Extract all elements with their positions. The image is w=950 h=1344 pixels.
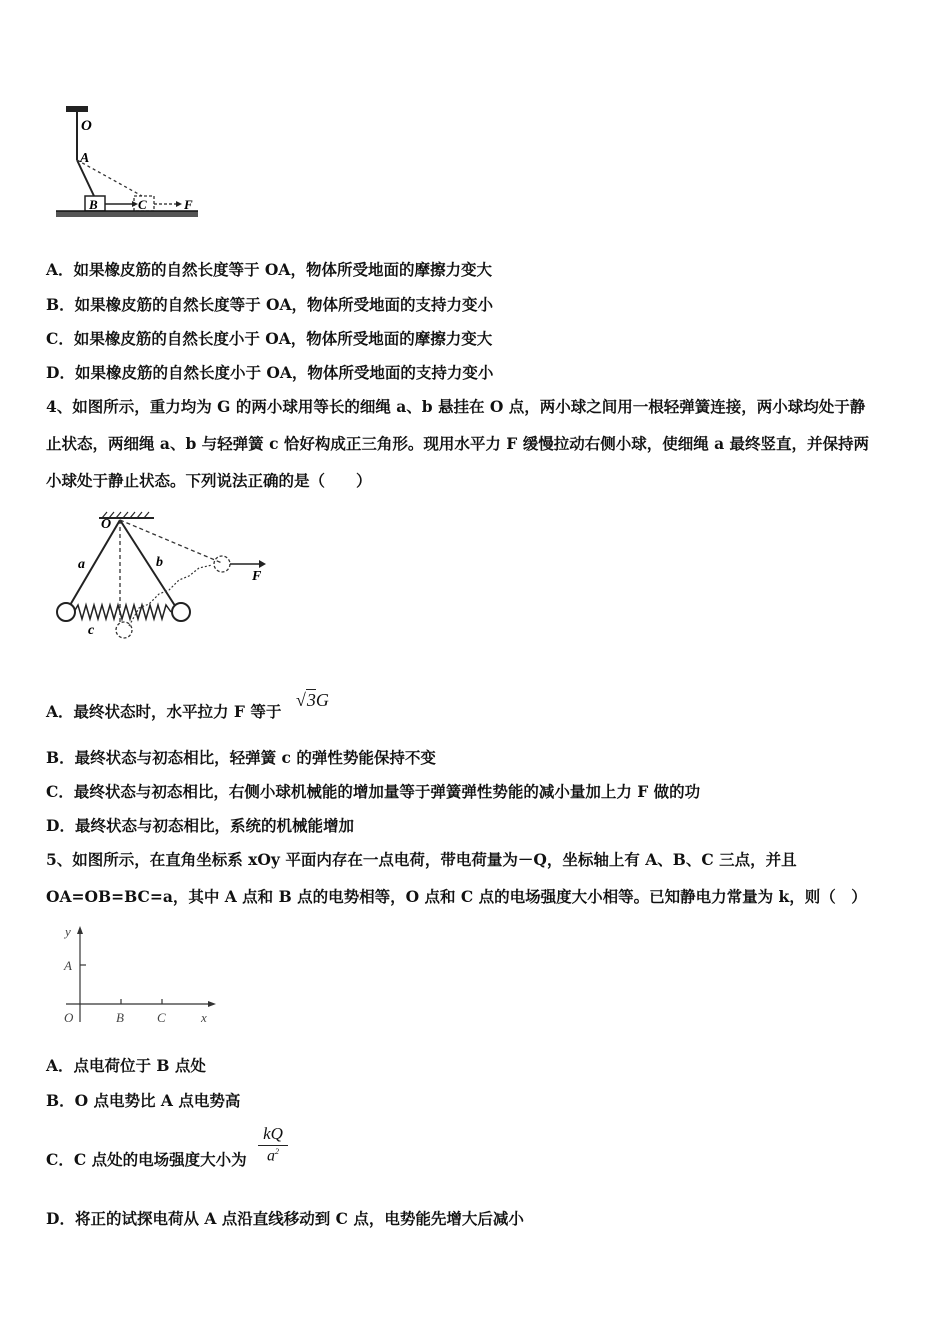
q5-option-c-fraction — [258, 1124, 288, 1165]
q5-option-d: D．将正的试探电荷从 A 点沿直线移动到 C 点，电势能先增大后减小 — [46, 1209, 524, 1228]
q3-figure — [52, 100, 202, 225]
q3-option-d: D．如果橡皮筋的自然长度小于 OA，物体所受地面的支持力变小 — [46, 363, 494, 382]
q5-label-x: x — [201, 1010, 207, 1025]
q3-label-o: O — [81, 118, 92, 134]
q5-stem-line-2: OA=OB=BC=a，其中 A 点和 B 点的电势相等，O 点和 C 点的电场强度大小相等。已知静电力常量为 k，则（ ） — [46, 887, 867, 906]
string-b — [120, 520, 179, 612]
q5-option-c: C．C 点处的电场强度大小为 — [46, 1150, 247, 1169]
ceiling-block — [66, 106, 88, 112]
q4-option-b: B．最终状态与初态相比，轻弹簧 c 的弹性势能保持不变 — [46, 748, 436, 767]
string-a — [66, 520, 120, 612]
spring-c — [74, 605, 171, 619]
q3-option-c: C．如果橡皮筋的自然长度小于 OA，物体所受地面的摩擦力变大 — [46, 329, 493, 348]
final-right-ball-dashed — [214, 556, 230, 572]
q5-label-o: O — [64, 1010, 74, 1025]
q3-label-a: A — [80, 151, 90, 166]
q4-label-o: O — [101, 517, 112, 532]
q4-sqrt-factor: G — [315, 690, 329, 710]
right-ball — [172, 603, 190, 621]
q4-figure — [44, 508, 276, 658]
ground — [56, 211, 198, 217]
q4-label-c: c — [88, 623, 95, 638]
q3-label-f: F — [184, 197, 193, 212]
q5-label-c: C — [157, 1010, 166, 1025]
q4-label-a: a — [78, 557, 85, 572]
q4-stem-line-2: 止状态，两细绳 a、b 与轻弹簧 c 恰好构成正三角形。现用水平力 F 缓慢拉动右侧小球，使细绳 a 最终竖直，并保持两 — [46, 434, 870, 453]
q3-label-b: B — [89, 197, 98, 212]
q5-stem-line-1: 5、如图所示，在直角坐标系 xOy 平面内存在一点电荷，带电荷量为－Q，坐标轴上有 A、B、C 三点，并且 — [46, 850, 797, 869]
q4-option-c: C．最终状态与初态相比，右侧小球机械能的增加量等于弹簧弹性势能的减小量加上力 F 做的功 — [46, 782, 701, 801]
q3-label-c: C — [138, 197, 147, 212]
q4-option-a: A．最终状态时，水平拉力 F 等于 — [46, 702, 282, 721]
q5-option-a: A．点电荷位于 B 点处 — [46, 1056, 206, 1075]
q3-option-a: A．如果橡皮筋的自然长度等于 OA，物体所受地面的摩擦力变大 — [46, 260, 492, 279]
q5-label-b: B — [116, 1010, 124, 1025]
q4-option-d: D．最终状态与初态相比，系统的机械能增加 — [46, 816, 354, 835]
q3-option-b: B．如果橡皮筋的自然长度等于 OA，物体所受地面的支持力变小 — [46, 295, 494, 314]
fraction-exponent: 2 — [275, 1147, 279, 1156]
left-ball — [57, 603, 75, 621]
q5-figure — [56, 922, 222, 1030]
q4-label-f: F — [252, 569, 262, 584]
q5-label-y: y — [65, 924, 71, 939]
fraction-denominator: a — [267, 1147, 275, 1165]
q4-stem-line-3: 小球处于静止状态。下列说法正确的是（ ） — [46, 471, 372, 490]
q4-label-b: b — [156, 555, 163, 570]
fraction-numerator: kQ — [263, 1124, 283, 1143]
q4-sqrt-radicand: 3 — [306, 690, 316, 710]
q5-option-b: B．O 点电势比 A 点电势高 — [46, 1091, 241, 1110]
q4-stem-line-1: 4、如图所示，重力均为 G 的两小球用等长的细绳 a、b 悬挂在 O 点，两小球之间用一根轻弹簧连接，两小球均处于静 — [46, 397, 866, 416]
q5-label-a: A — [64, 958, 72, 973]
q4-option-a-sqrt: √3G — [296, 690, 329, 710]
